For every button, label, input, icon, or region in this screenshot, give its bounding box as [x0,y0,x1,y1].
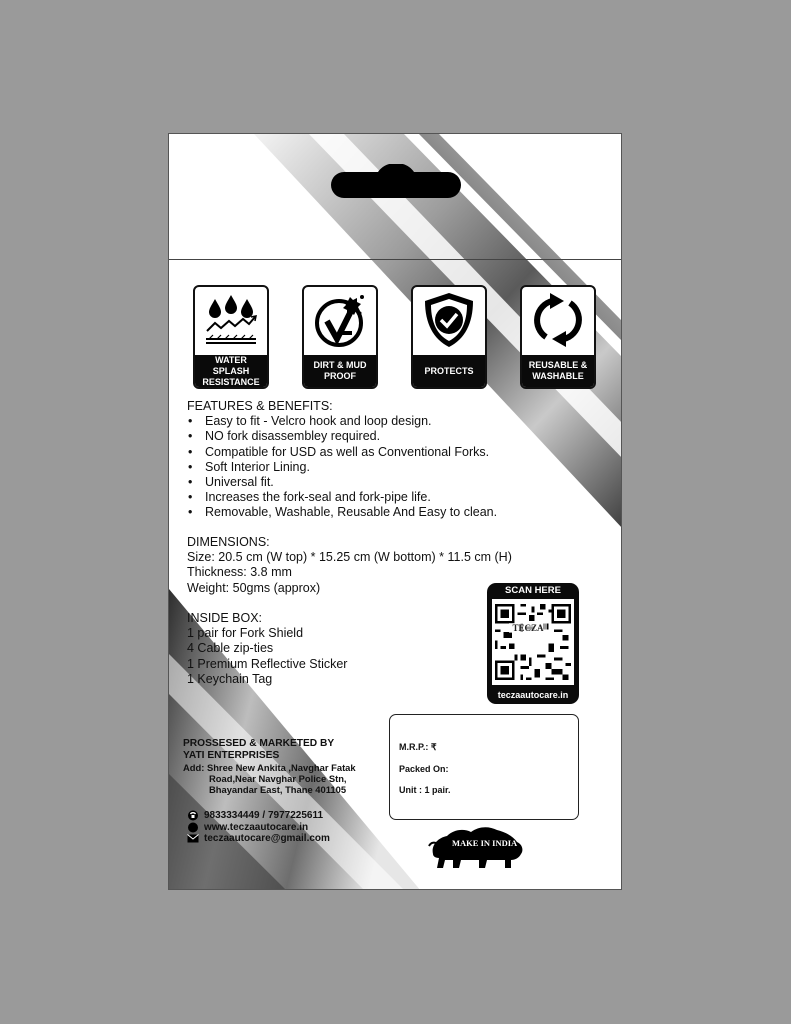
qr-website[interactable]: teczaautocare.in [497,690,569,700]
scan-here-label: SCAN HERE [505,585,561,596]
features-list [187,414,497,520]
badge-reusable [520,285,596,389]
badge-protects [411,285,487,389]
mrp-box [389,714,579,820]
dimension-line: Size: 20.5 cm (W top) * 15.25 cm (W bottom) * 11.5 cm (H) [187,550,512,565]
dirt-mud-icon [310,291,370,349]
shield-check-icon [419,291,479,349]
inside-box-line: 1 Premium Reflective Sticker [187,656,348,671]
badge-dirt-mud [302,285,378,389]
dimension-line: Weight: 50gms (approx) [187,580,321,595]
hang-hole [330,164,462,207]
dimensions-heading: DIMENSIONS: [187,535,270,549]
packed-on-label: Packed On: [399,764,449,774]
inside-box-line: 4 Cable zip-ties [187,641,274,656]
phone-icon [187,810,199,821]
list-item: • Increases the fork-seal and fork-pipe life. [187,490,497,505]
inside-box-heading: INSIDE BOX: [187,611,263,625]
email-link[interactable]: teczaautocare@gmail.com [204,833,330,845]
marketer-info [183,738,393,796]
contact-info [187,810,330,845]
qr-brand-mark: TECZA [509,623,547,633]
globe-icon [187,822,199,833]
website-link[interactable]: www.teczaautocare.in [204,821,309,833]
make-in-india-text: MAKE IN INDIA [452,838,518,848]
marketer-line: PROSSESED & MARKETED BY [183,738,335,749]
email-row [187,833,330,845]
list-item: • Universal fit. [187,475,497,490]
package-back [168,133,622,890]
dimension-line: Thickness: 3.8 mm [187,565,292,580]
phone-numbers[interactable]: 9833334449 / 7977225611 [204,810,324,821]
fold-line [169,259,622,260]
list-item: • Compatible for USD as well as Conventional Forks. [187,445,497,460]
features-heading: FEATURES & BENEFITS: [187,399,333,413]
features-section [187,399,497,521]
dimensions-section [187,535,512,596]
badge-label: WATER SPLASH RESISTANCE [195,355,267,387]
address-line: Bhayandar East, Thane 401105 [209,784,347,796]
company-name: YATI ENTERPRISES [183,750,280,761]
website-row [187,822,330,834]
mail-icon [187,833,199,844]
badge-water-splash [193,285,269,389]
recycle-arrows-icon [528,291,588,349]
address-line: Add: Shree New Ankita ,Navghar Fatak [183,762,356,773]
qr-code[interactable] [492,599,574,685]
badge-label: REUSABLE & WASHABLE [522,355,594,387]
list-item: • Easy to fit - Velcro hook and loop design. [187,414,497,429]
list-item: • Soft Interior Lining. [187,460,497,475]
qr-card[interactable] [487,583,579,704]
list-item: • Removable, Washable, Reusable And Easy to clean. [187,505,497,520]
unit-label: Unit : 1 pair. [399,785,451,795]
water-splash-icon [201,291,261,349]
inside-box-section [187,611,347,687]
badge-label: DIRT & MUD PROOF [304,355,376,387]
list-item: • NO fork disassembley required. [187,429,497,444]
inside-box-line: 1 pair for Fork Shield [187,626,304,641]
badge-label: PROTECTS [413,355,485,387]
phone-row [187,810,330,822]
mrp-label: M.R.P.: ₹ [399,742,437,752]
address-line: Road,Near Navghar Police Stn, [209,773,347,785]
inside-box-line: 1 Keychain Tag [187,671,273,686]
